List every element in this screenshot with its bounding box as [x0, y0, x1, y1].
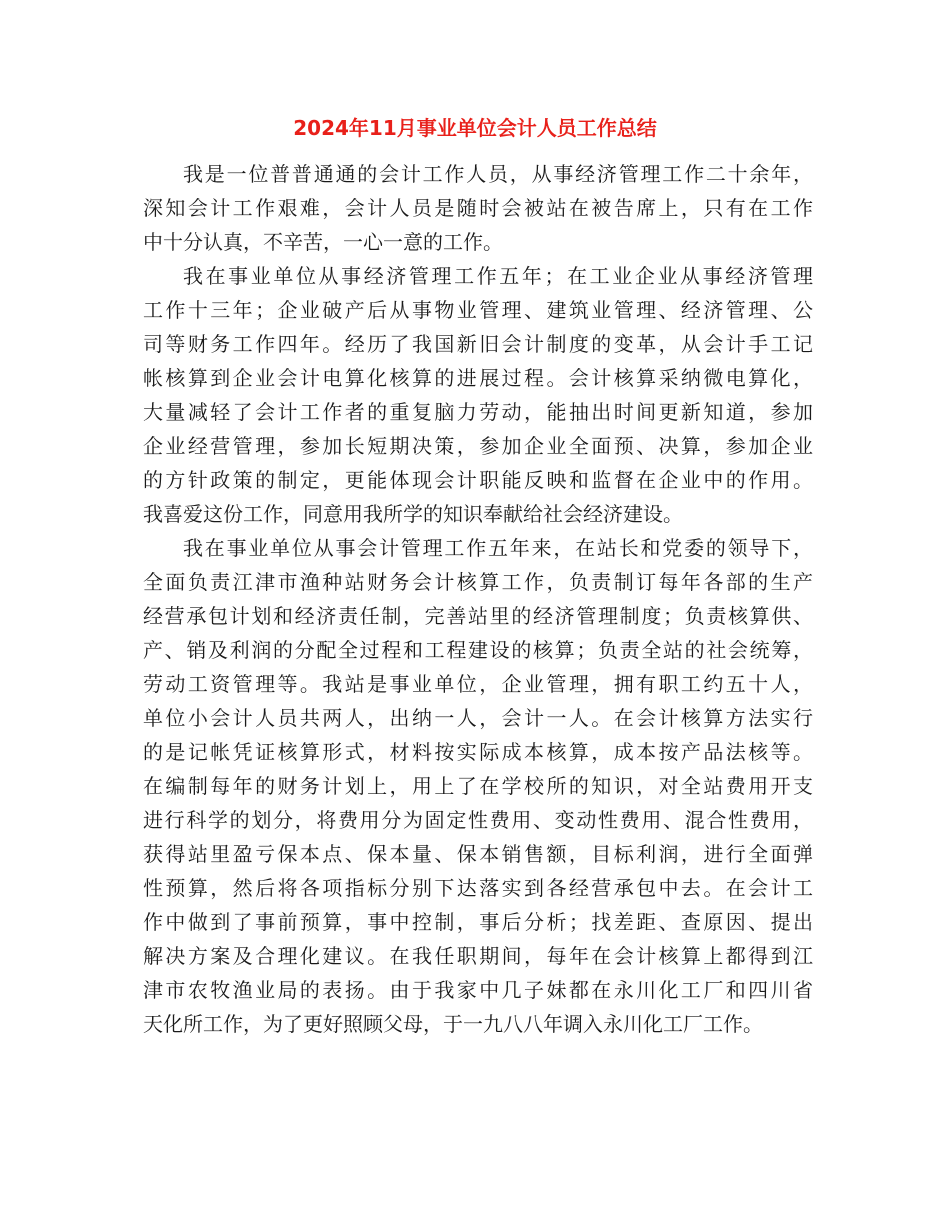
text-line: 司等财务工作四年。经历了我国新旧会计制度的变革，从会计手工记: [143, 332, 813, 356]
text-line: 津市农牧渔业局的表扬。由于我家中几子妹都在永川化工厂和四川省: [143, 978, 813, 1002]
text-line: 的方针政策的制定，更能体现会计职能反映和监督在企业中的作用。: [143, 468, 813, 492]
text-line: 工作十三年；企业破产后从事物业管理、建筑业管理、经济管理、公: [143, 298, 813, 322]
text-line: 我在事业单位从事经济管理工作五年；在工业企业从事经济管理: [183, 264, 813, 288]
text-line: 我是一位普普通通的会计工作人员，从事经济管理工作二十余年，: [183, 162, 813, 186]
text-line: 全面负责江津市渔种站财务会计核算工作，负责制订每年各部的生产: [143, 570, 813, 594]
text-line: 大量减轻了会计工作者的重复脑力劳动，能抽出时间更新知道，参加: [143, 400, 813, 424]
paragraph-3: [143, 531, 813, 1041]
text-line: 作中做到了事前预算，事中控制，事后分析；找差距、查原因、提出: [143, 910, 813, 934]
text-line: 天化所工作，为了更好照顾父母，于一九八八年调入永川化工厂工作。: [143, 1012, 763, 1036]
text-line: 在编制每年的财务计划上，用上了在学校所的知识，对全站费用开支: [143, 774, 813, 798]
text-line: 进行科学的划分，将费用分为固定性费用、变动性费用、混合性费用，: [143, 808, 813, 832]
text-line: 性预算，然后将各项指标分别下达落实到各经营承包中去。在会计工: [143, 876, 813, 900]
text-line: 的是记帐凭证核算形式，材料按实际成本核算，成本按产品法核等。: [143, 740, 813, 764]
text-line: 经营承包计划和经济责任制，完善站里的经济管理制度；负责核算供、: [143, 604, 813, 628]
document-title: 2024年11月事业单位会计人员工作总结: [293, 116, 657, 140]
text-line: 企业经营管理，参加长短期决策，参加企业全面预、决算，参加企业: [143, 434, 813, 458]
document-body: [143, 157, 813, 1041]
text-line: 单位小会计人员共两人，出纳一人，会计一人。在会计核算方法实行: [143, 706, 813, 730]
text-line: 我在事业单位从事会计管理工作五年来，在站长和党委的领导下，: [183, 536, 813, 560]
paragraph-1: [143, 157, 813, 259]
text-line: 深知会计工作艰难，会计人员是随时会被站在被告席上，只有在工作: [143, 196, 813, 220]
text-line: 帐核算到企业会计电算化核算的进展过程。会计核算采纳微电算化，: [143, 366, 813, 390]
text-line: 获得站里盈亏保本点、保本量、保本销售额，目标利润，进行全面弹: [143, 842, 813, 866]
text-line: 我喜爱这份工作，同意用我所学的知识奉献给社会经济建设。: [143, 502, 683, 526]
text-line: 中十分认真，不辛苦，一心一意的工作。: [143, 230, 503, 254]
text-line: 产、销及利润的分配全过程和工程建设的核算；负责全站的社会统筹，: [143, 638, 813, 662]
paragraph-2: [143, 259, 813, 531]
text-line: 劳动工资管理等。我站是事业单位，企业管理，拥有职工约五十人，: [143, 672, 813, 696]
text-line: 解决方案及合理化建议。在我任职期间，每年在会计核算上都得到江: [143, 944, 813, 968]
